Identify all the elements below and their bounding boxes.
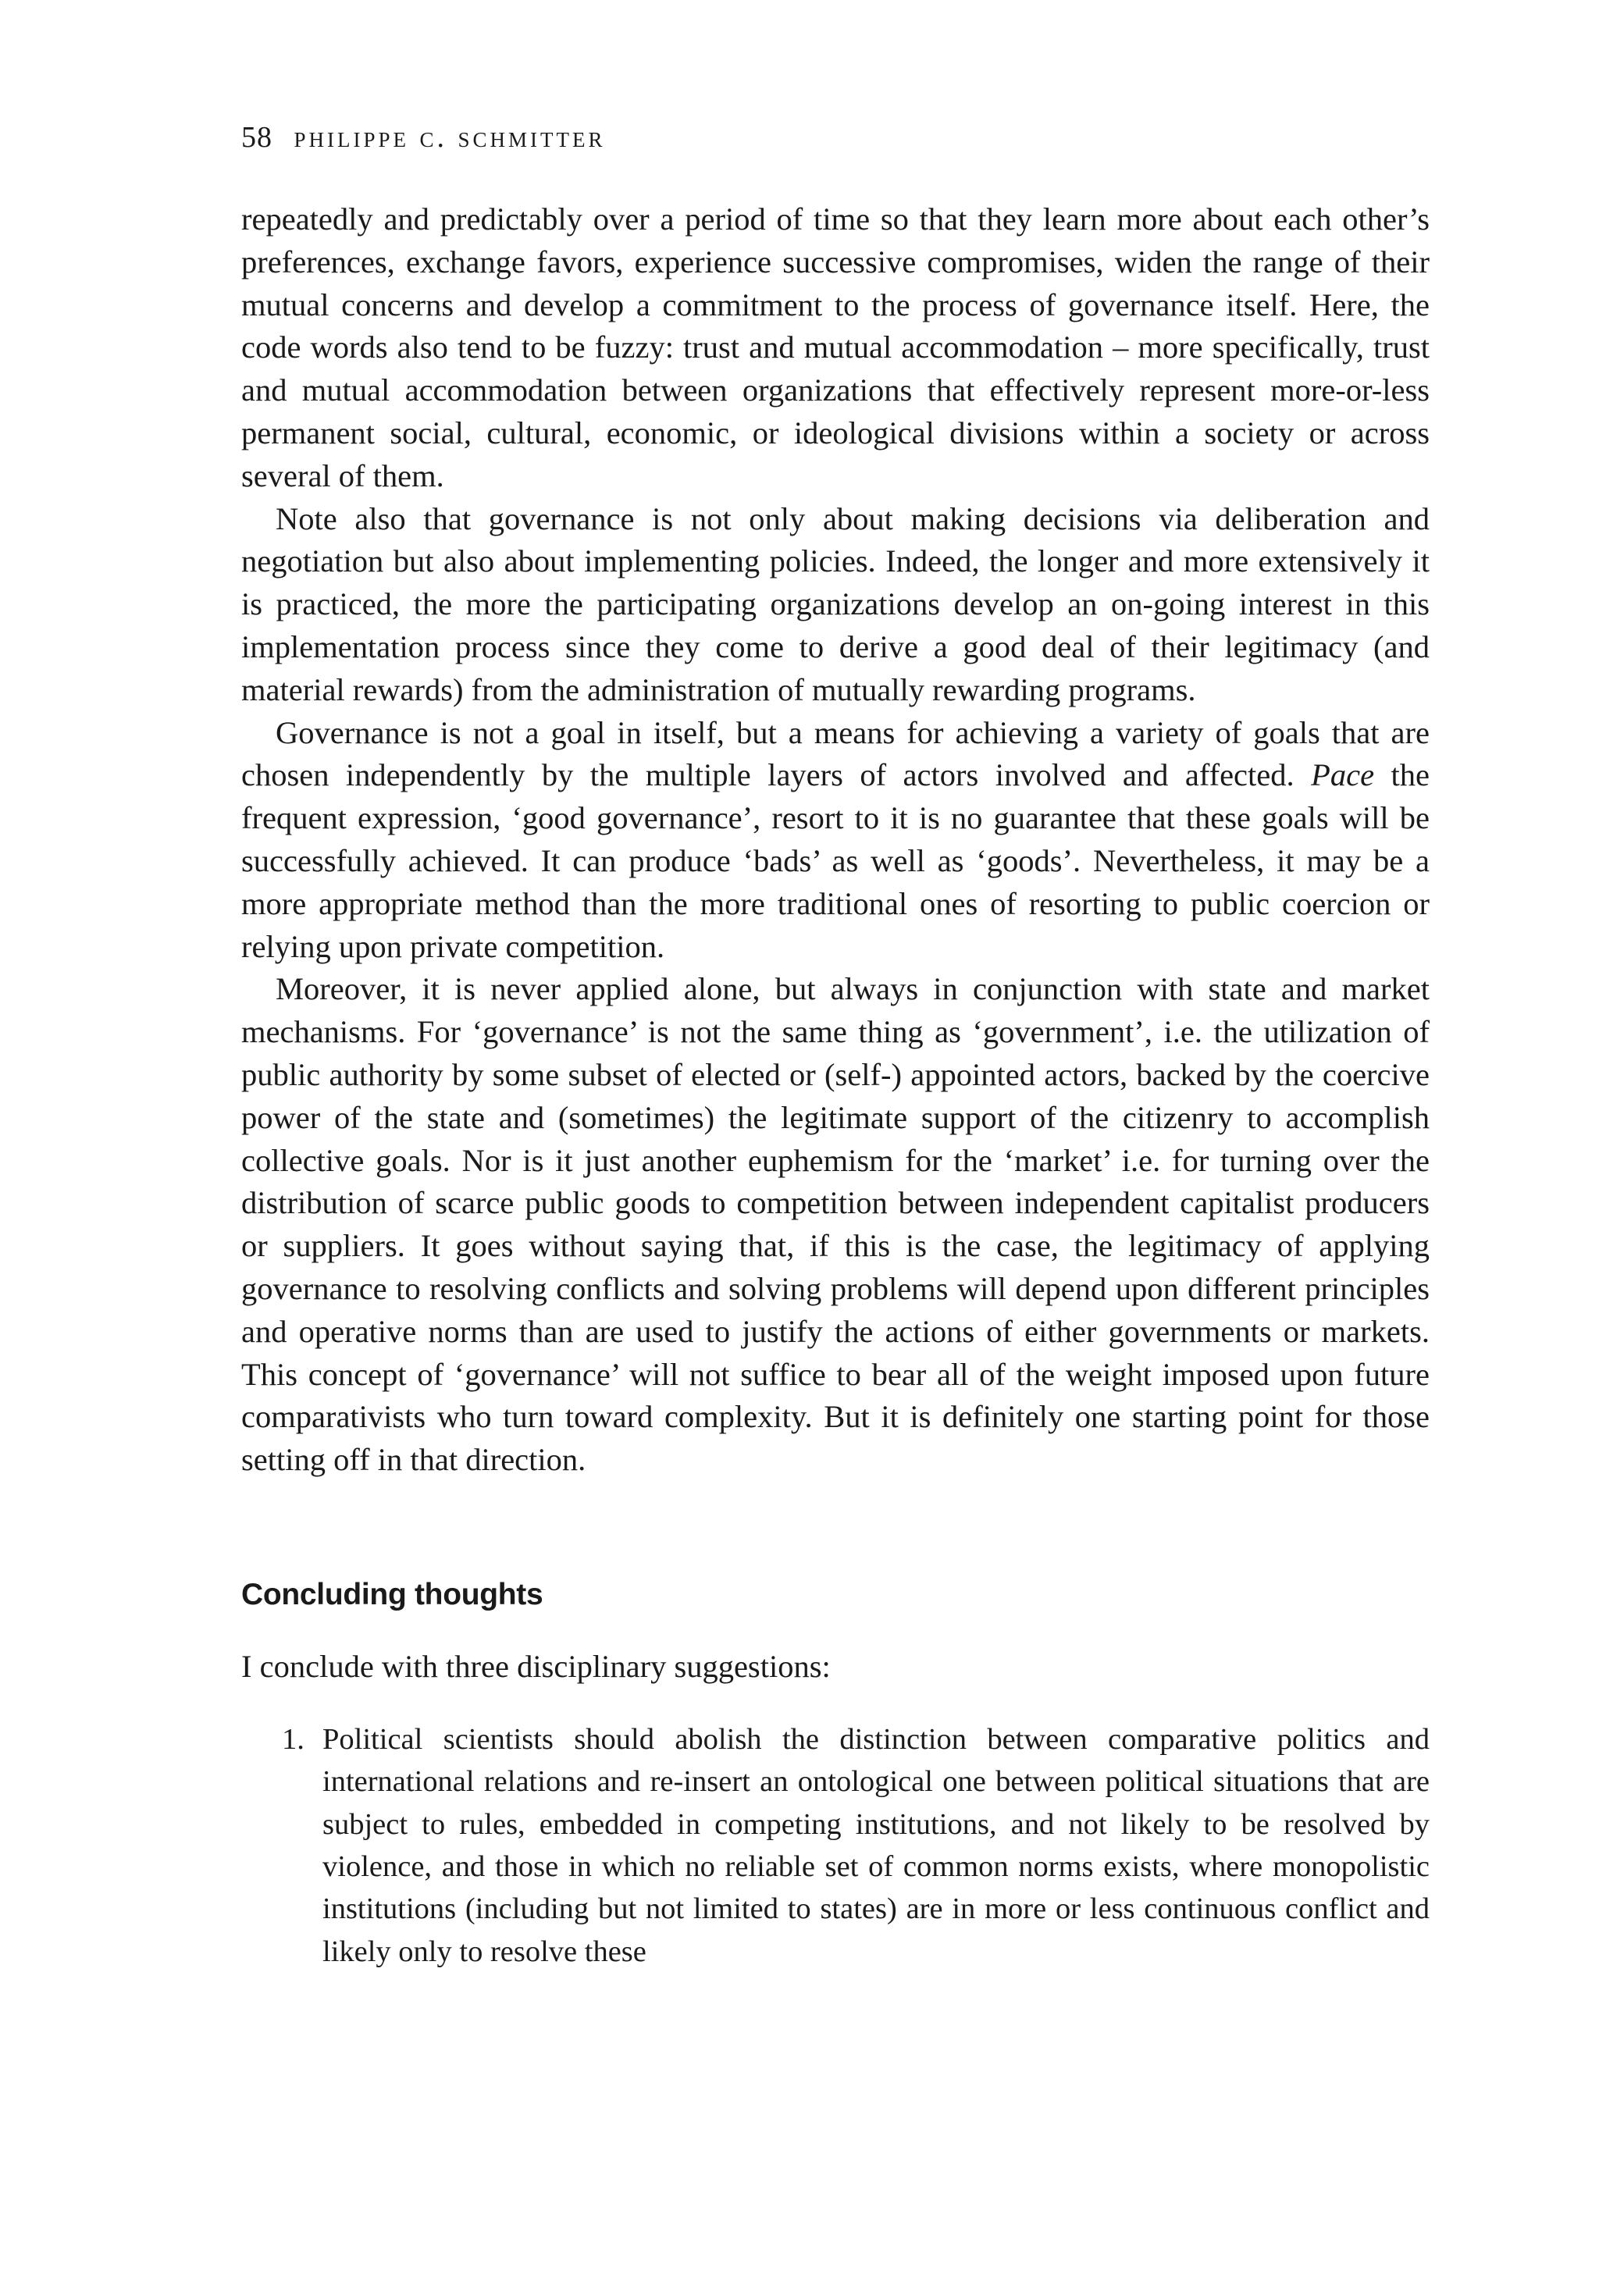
list-item-text: Political scientists should abolish the distinction between comparative politics and international relations and re-insert an ontological one between political situations that are subject to rules, embedded in competing institutions, and not likely to be resolved by violence, and those in which no reliable set of common norms exists, where monopolistic institutions (including but not limited to states) are in more or less continuous conflict and likely only to resolve these (322, 1722, 1430, 1968)
list-item-number: 1. (282, 1722, 304, 1756)
body-text (241, 198, 1430, 1482)
page-number: 58 (241, 121, 272, 154)
paragraph-4: Moreover, it is never applied alone, but always in conjunction with state and market mechanisms. For ‘governance’ is not the same thing as ‘government’, i.e. the utilization of public authority by some subset of elected or (self-) appointed actors, backed by the coercive power of the state and (sometimes) the legitimate support of the citizenry to accomplish collective goals. Nor is it just another euphemism for the ‘market’ i.e. for turning over the distribution of scarce public goods to competition between independent capitalist producers or suppliers. It goes without saying that, if this is the case, the legitimacy of applying governance to resolving conflicts and solving problems will depend upon different principles and operative norms than are used to justify the actions of either governments or markets. This concept of ‘governance’ will not suffice to bear all of the weight imposed upon future comparativists who turn toward complexity. But it is definitely one starting point for those setting off in that direction. (241, 971, 1430, 1478)
running-head-author: philippe c. schmitter (294, 121, 606, 154)
section-heading: Concluding thoughts (241, 1577, 543, 1611)
paragraph-1: repeatedly and predictably over a period of time so that they learn more about each other’s preferences, exchange favors, experience successive compromises, widen the range of their mutual concerns and develop a commitment to the process of governance itself. Here, the code words also tend to be fuzzy: trust and mutual accommodation – more specifically, trust and mutual accommodation between organizations that effectively represent more-or-less permanent social, cultural, economic, or ideological divisions within a society or across several of them. (241, 201, 1430, 493)
paragraph-3-rest: the frequent expression, ‘good governance’, resort to it is no guarantee that these goals will be successfully achieved. It can produce ‘bads’ as well as ‘goods’. Nevertheless, it may be a more appropriate method than the more traditional ones of resorting to public coercion or relying upon private competition. (241, 757, 1430, 964)
paragraph-3-lead-in: Governance is not a goal in itself, but a means for achieving a variety of goals that are chosen independently by the multiple layers of actors involved and affected. (241, 714, 1430, 793)
paragraph-3-italic-word: Pace (1311, 757, 1375, 793)
section-intro: I conclude with three disciplinary suggestions: (241, 1648, 831, 1684)
list-item (241, 1718, 1430, 1973)
paragraph-2: Note also that governance is not only about making decisions via deliberation and negotiation but also about implementing policies. Indeed, the longer and more extensively it is practiced, the more the participating organizations develop an on-going interest in this implementation process since they come to derive a good deal of their legitimacy (and material rewards) from the administration of mutually rewarding programs. (241, 500, 1430, 707)
paragraph-3 (241, 712, 1430, 969)
running-head (241, 117, 1430, 158)
suggestions-list (241, 1718, 1430, 1973)
book-page (241, 117, 1430, 1973)
